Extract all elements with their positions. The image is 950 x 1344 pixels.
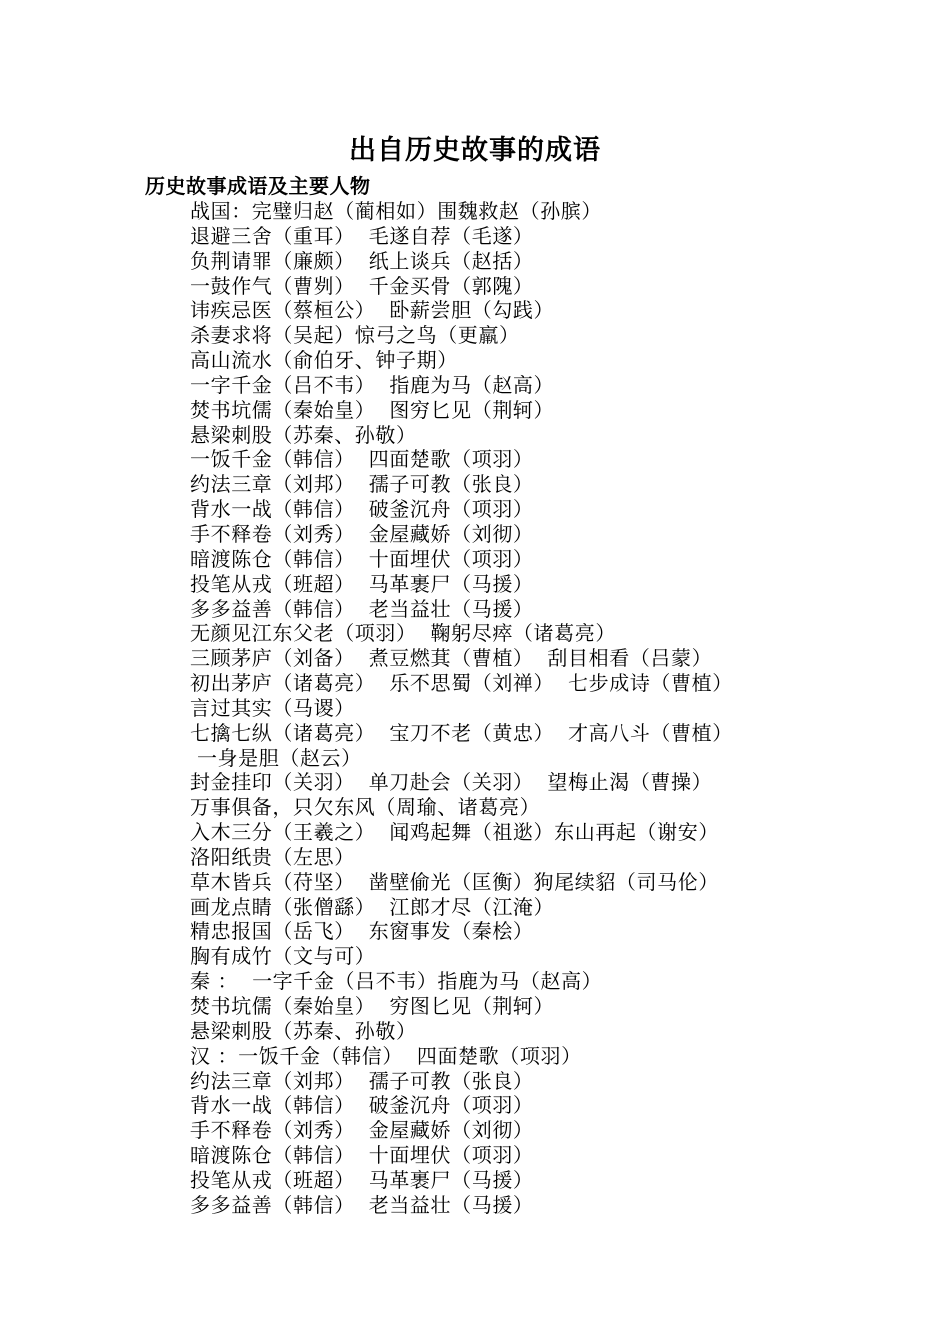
- idiom-line: 七擒七纵（诸葛亮） 宝刀不老（黄忠） 才高八斗（曹植）: [190, 720, 733, 745]
- idiom-line: 悬梁刺股（苏秦、孙敬）: [190, 1018, 417, 1043]
- idiom-line: 负荆请罪（廉颇） 纸上谈兵（赵括）: [190, 248, 534, 273]
- idiom-line: 画龙点睛（张僧繇） 江郎才尽（江淹）: [190, 894, 555, 919]
- idiom-line: 杀妻求将（吴起）惊弓之鸟（更羸）: [190, 323, 520, 348]
- idiom-line: 暗渡陈仓（韩信） 十面埋伏（项羽）: [190, 1143, 534, 1168]
- idiom-list: [190, 199, 910, 1218]
- idiom-line: 精忠报国（岳飞） 东窗事发（秦桧）: [190, 919, 534, 944]
- idiom-line: 焚书坑儒（秦始皇） 图穷匕见（荆轲）: [190, 397, 555, 422]
- idiom-line: 洛阳纸贵（左思）: [190, 844, 355, 869]
- idiom-line: 约法三章（刘邦） 孺子可教（张良）: [190, 1068, 534, 1093]
- idiom-line: 投笔从戎（班超） 马革裹尸（马援）: [190, 571, 534, 596]
- idiom-line: 高山流水（俞伯牙、钟子期）: [190, 348, 458, 373]
- idiom-line: 一鼓作气（曹刿） 千金买骨（郭隗）: [190, 273, 534, 298]
- idiom-line: 约法三章（刘邦） 孺子可教（张良）: [190, 472, 534, 497]
- document-title: 出自历史故事的成语: [349, 135, 601, 166]
- idiom-line: 退避三舍（重耳） 毛遂自荐（毛遂）: [190, 223, 534, 248]
- idiom-line: 万事俱备，只欠东风（周瑜、诸葛亮）: [190, 795, 541, 820]
- idiom-line: 背水一战（韩信） 破釜沉舟（项羽）: [190, 497, 534, 522]
- idiom-line: 初出茅庐（诸葛亮） 乐不思蜀（刘禅） 七步成诗（曹植）: [190, 671, 733, 696]
- idiom-line: 一饭千金（韩信） 四面楚歌（项羽）: [190, 447, 534, 472]
- idiom-line: 入木三分（王羲之） 闻鸡起舞（祖逖）东山再起（谢安）: [190, 820, 719, 845]
- idiom-line: 三顾茅庐（刘备） 煮豆燃萁（曹植） 刮目相看（吕蒙）: [190, 646, 713, 671]
- idiom-line: 背水一战（韩信） 破釜沉舟（项羽）: [190, 1093, 534, 1118]
- idiom-line: 封金挂印（关羽） 单刀赴会（关羽） 望梅止渴（曹操）: [190, 770, 713, 795]
- idiom-line: 手不释卷（刘秀） 金屋藏娇（刘彻）: [190, 521, 534, 546]
- idiom-line: 秦 ： 一字千金（吕不韦）指鹿为马（赵高）: [190, 969, 603, 994]
- idiom-line: 一字千金（吕不韦） 指鹿为马（赵高）: [190, 372, 555, 397]
- idiom-line: 一身是胆（赵云）: [190, 745, 362, 770]
- idiom-line: 言过其实（马谡）: [190, 695, 355, 720]
- idiom-line: 投笔从戎（班超） 马革裹尸（马援）: [190, 1167, 534, 1192]
- idiom-line: 战国：完璧归赵（蔺相如）围魏救赵（孙膑）: [190, 199, 602, 223]
- idiom-line: 讳疾忌医（蔡桓公） 卧薪尝胆（勾践）: [190, 298, 555, 323]
- idiom-line: 草木皆兵（苻坚） 凿壁偷光（匡衡）狗尾续貂（司马伦）: [190, 869, 719, 894]
- idiom-line: 悬梁刺股（苏秦、孙敬）: [190, 422, 417, 447]
- idiom-line: 手不释卷（刘秀） 金屋藏娇（刘彻）: [190, 1118, 534, 1143]
- section-heading: 历史故事成语及主要人物: [145, 174, 371, 198]
- idiom-line: 焚书坑儒（秦始皇） 穷图匕见（荆轲）: [190, 994, 555, 1018]
- idiom-line: 汉 ：一饭千金（韩信） 四面楚歌（项羽）: [190, 1043, 582, 1068]
- idiom-line: 多多益善（韩信） 老当益壮（马援）: [190, 1192, 534, 1217]
- idiom-line: 无颜见江东父老（项羽） 鞠躬尽瘁（诸葛亮）: [190, 621, 616, 646]
- idiom-line: 胸有成竹（文与可）: [190, 944, 376, 969]
- idiom-line: 暗渡陈仓（韩信） 十面埋伏（项羽）: [190, 546, 534, 571]
- idiom-line: 多多益善（韩信） 老当益壮（马援）: [190, 596, 534, 621]
